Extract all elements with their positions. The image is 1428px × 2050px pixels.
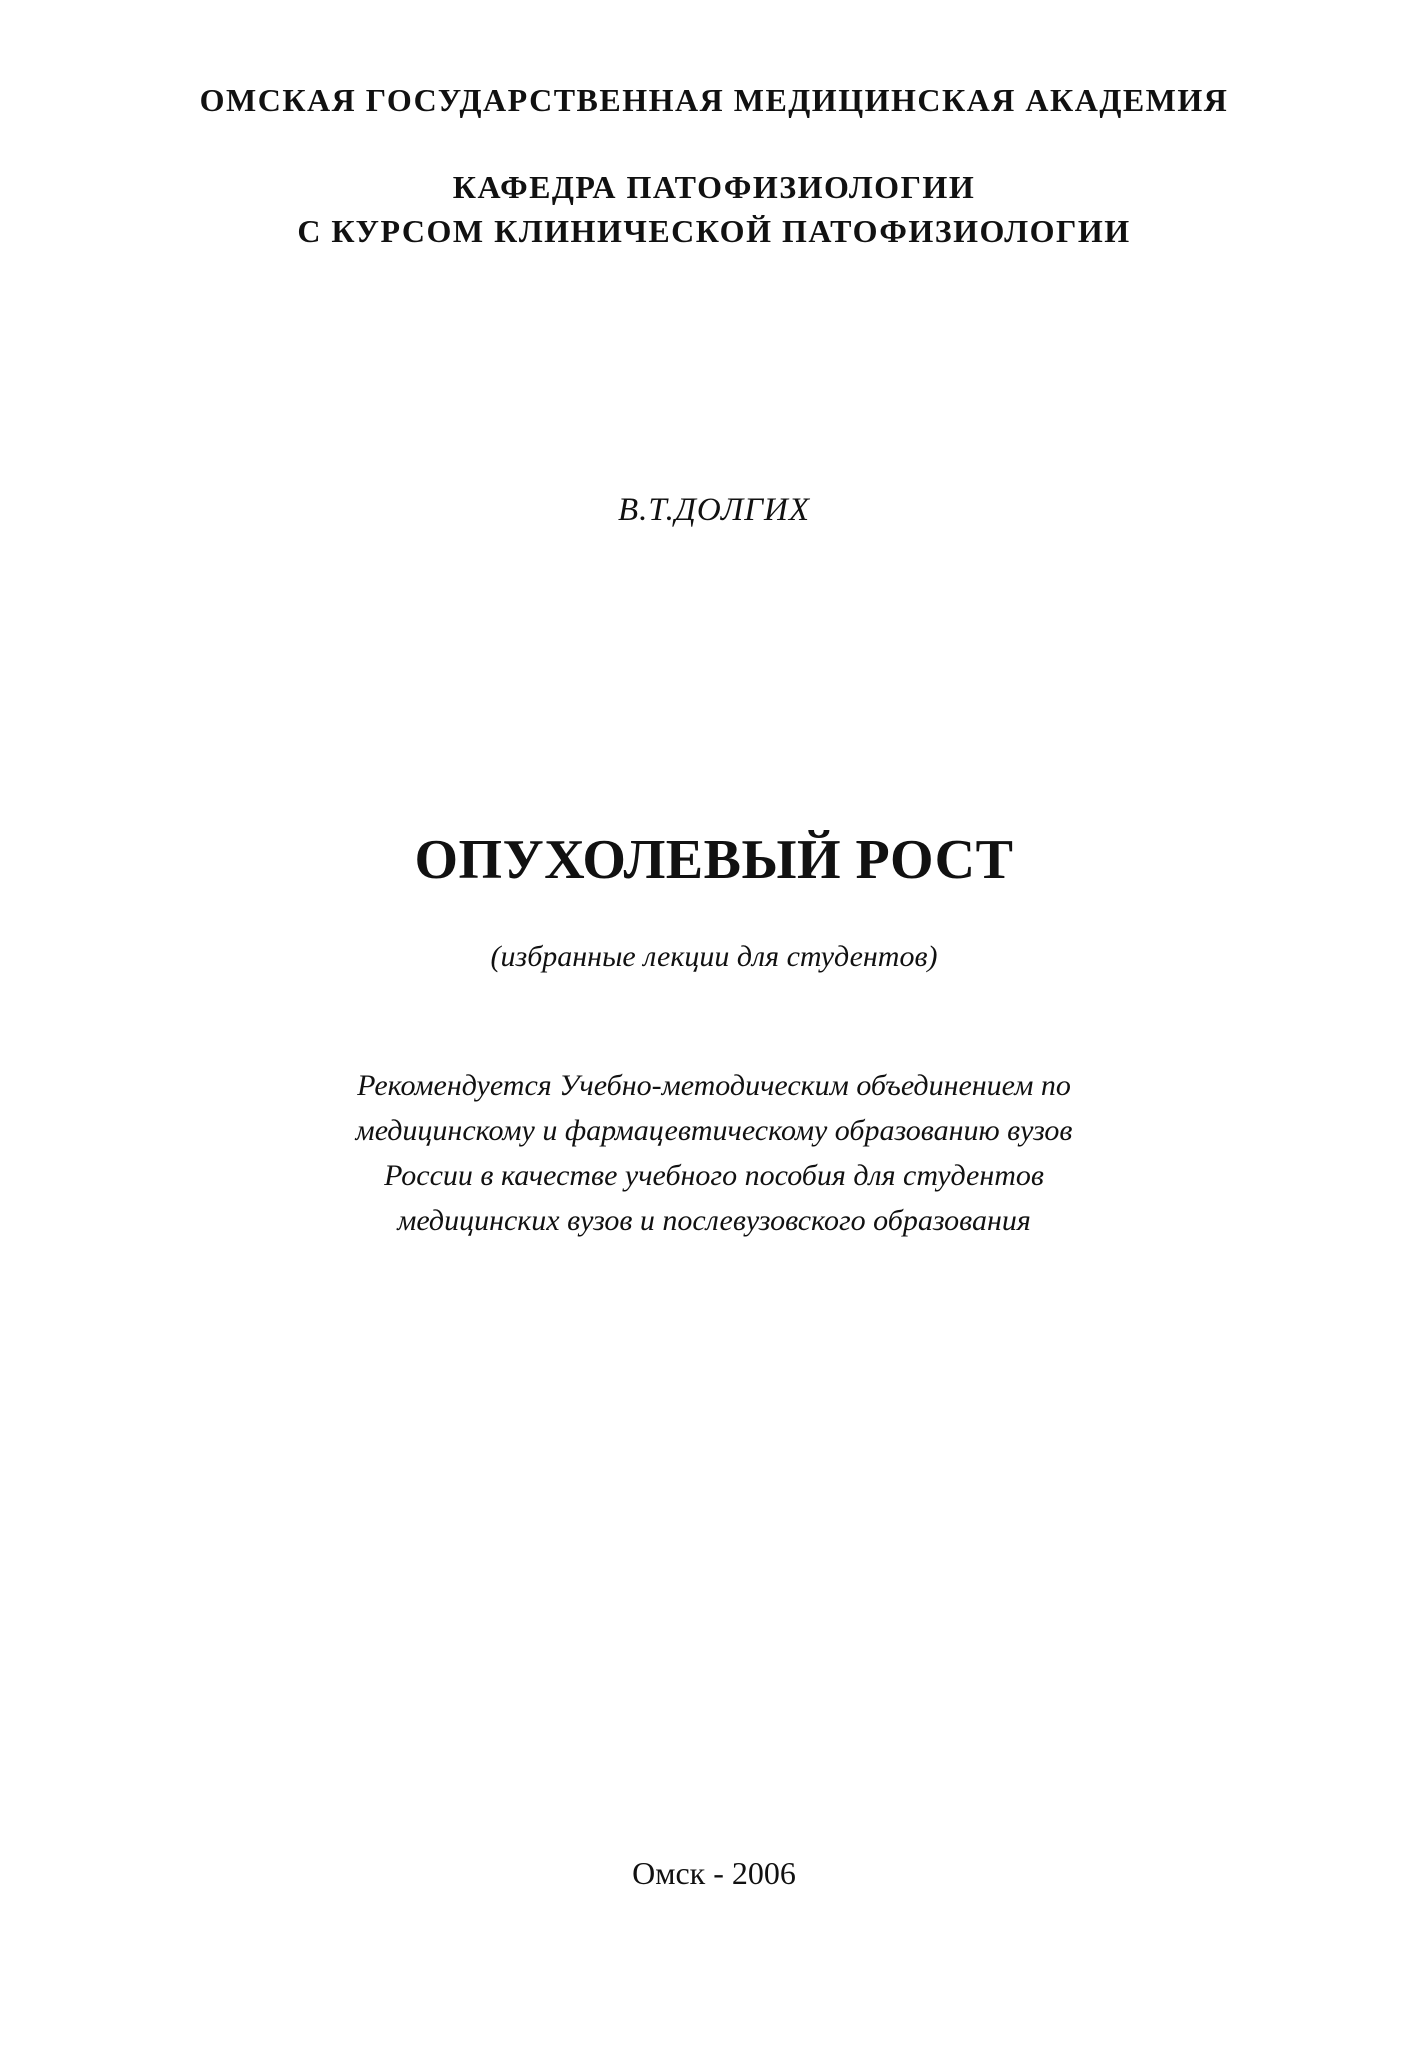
department-line: С КУРСОМ КЛИНИЧЕСКОЙ ПАТОФИЗИОЛОГИИ (297, 213, 1131, 249)
book-title: ОПУХОЛЕВЫЙ РОСТ (414, 829, 1014, 891)
book-subtitle: (избранные лекции для студентов) (490, 940, 938, 973)
recommendation-line: России в качестве учебного пособия для студентов (384, 1159, 1044, 1192)
department-line: КАФЕДРА ПАТОФИЗИОЛОГИИ (452, 169, 976, 205)
institution-name: ОМСКАЯ ГОСУДАРСТВЕННАЯ МЕДИЦИНСКАЯ АКАДЕМИЯ (199, 82, 1229, 118)
recommendation-line: медицинских вузов и послевузовского образования (397, 1204, 1031, 1237)
department-name (0, 165, 1428, 253)
author-name: В.Т.ДОЛГИХ (617, 492, 811, 528)
recommendation-line: Рекомендуется Учебно-методическим объединением по (357, 1069, 1071, 1102)
imprint-place-year: Омск - 2006 (632, 1855, 796, 1891)
recommendation-line: медицинскому и фармацевтическому образованию вузов (355, 1114, 1073, 1147)
recommendation-note (0, 1063, 1428, 1243)
